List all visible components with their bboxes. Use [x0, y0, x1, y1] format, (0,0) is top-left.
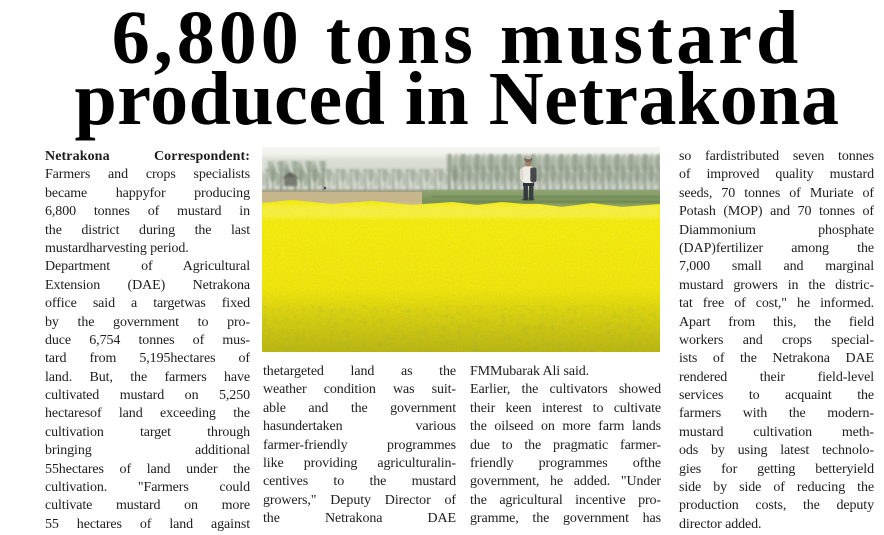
text-line: services to acquaint the: [679, 388, 874, 404]
text-line: so fardistributed seven tonnes: [679, 149, 874, 164]
text-line: the agricultural incentive pro-: [470, 492, 661, 508]
text-line: gies for getting betteryield: [679, 461, 874, 477]
text-line: by the government to pro-: [45, 314, 250, 330]
text-line: 6,800 tonnes of mustard in: [45, 204, 250, 220]
text-line: able and the government: [263, 400, 456, 416]
distant-figure: [324, 187, 327, 190]
text-line: Netrakona Correspondent:: [45, 149, 250, 164]
text-line: tat free of cost," he informed.: [679, 296, 874, 312]
text-line: like providing agriculturalin-: [263, 455, 456, 471]
text-line: 55hectares of land under the: [45, 461, 250, 477]
text-line: Farmers and crops specialists: [45, 167, 250, 183]
text-line: mustardharvesting period.: [45, 240, 189, 256]
mustard-field-illustration: [262, 147, 660, 352]
text-line: cultivation. "Farmers could: [45, 480, 250, 496]
text-line: of improved quality mustard: [679, 167, 874, 183]
text-line: government, he added. "Under: [470, 474, 661, 490]
text-line: their keen interest to cultivate: [470, 400, 661, 416]
headline: [30, 0, 884, 141]
text-line: land. But, the farmers have: [45, 369, 250, 385]
text-line: ods by using latest technolo-: [679, 443, 874, 459]
text-line: Department of Agricultural: [45, 259, 250, 275]
text-line: 7,000 small and marginal: [679, 259, 874, 275]
text-line: Diammonium phosphate: [679, 222, 874, 238]
text-line: FMMubarak Ali said.: [470, 364, 590, 379]
text-line: director added.: [679, 516, 762, 532]
text-line: weather condition was suit-: [263, 382, 456, 398]
text-line: cultivated mustard on 5,250: [45, 388, 250, 404]
text-line: production costs, the deputy: [679, 498, 874, 514]
text-line: duce 6,754 tonnes of mus-: [45, 332, 250, 348]
text-line: hasundertaken various: [263, 419, 456, 435]
tree-line-icon: [262, 154, 660, 195]
text-line: office said a targetwas fixed: [45, 296, 250, 312]
text-line: farmer-friendly programmes: [263, 437, 456, 453]
text-line: due to the pragmatic farmer-: [470, 437, 661, 453]
headline-line-1: 6,800 tons mustard: [111, 0, 803, 80]
text-line: became happyfor producing: [45, 185, 250, 201]
text-line: cultivation target through: [45, 424, 250, 440]
text-line: hectaresof land exceeding the: [45, 406, 250, 422]
text-line: mustard cultivation meth-: [679, 424, 874, 440]
text-line: Potash (MOP) and 70 tonnes of: [679, 204, 874, 220]
article-column-left: [45, 148, 250, 534]
headline-line-2: produced in Netrakona: [74, 57, 840, 141]
text-line: the oilseed on more farm lands: [470, 419, 661, 435]
article-column-mid-left: [263, 363, 456, 529]
article-column-mid-right: [470, 363, 661, 529]
text-line: Apart from this, the field: [679, 314, 874, 330]
text-line: 55 hectares of land against: [45, 516, 250, 532]
mustard-field: [262, 200, 660, 352]
text-line: growers," Deputy Director of: [263, 492, 456, 508]
text-line: mustard growers in the distric-: [679, 277, 874, 293]
text-line: (DAP)fertilizer among the: [679, 240, 874, 256]
text-line: side by side of reducing the: [679, 480, 874, 496]
text-line: the district during the last: [45, 222, 250, 238]
text-line: farmers with the modern-: [679, 406, 874, 422]
text-line: ists of the Netrakona DAE: [679, 351, 874, 367]
text-line: friendly programmes ofthe: [470, 455, 661, 471]
text-line: Extension (DAE) Netrakona: [45, 277, 250, 293]
text-line: rendered their field-level: [679, 369, 874, 385]
text-line: cultivate mustard on more: [45, 498, 250, 514]
text-line: gramme, the government has: [470, 511, 661, 527]
text-line: bringing additional: [45, 443, 250, 459]
text-line: centives to the mustard: [263, 474, 456, 490]
text-line: tard from 5,195hectares of: [45, 351, 250, 367]
text-line: thetargeted land as the: [263, 364, 456, 379]
text-line: workers and crops special-: [679, 332, 874, 348]
text-line: Earlier, the cultivators showed: [470, 382, 661, 398]
text-line: seeds, 70 tonnes of Muriate of: [679, 185, 874, 201]
article-column-right: [679, 148, 874, 534]
text-line: the Netrakona DAE: [263, 511, 456, 527]
mustard-field-photo: [262, 147, 660, 352]
